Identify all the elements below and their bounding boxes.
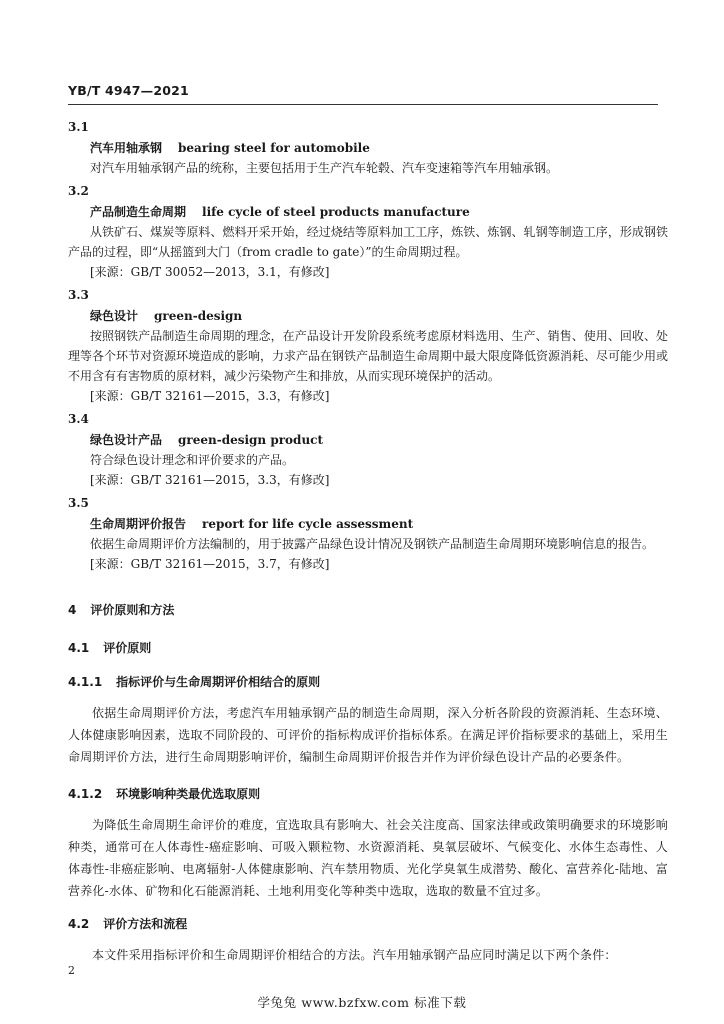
body-paragraph: 本文件采用指标评价和生命周期评价相结合的方法。汽车用轴承钢产品应同时满足以下两个条件： [92, 948, 617, 962]
term-heading [90, 516, 668, 532]
term-source: [来源：GB/T 30052—2013，3.1，有修改] [90, 265, 330, 279]
term-en: green-design product [178, 433, 324, 447]
section-heading [68, 602, 668, 618]
subsection-heading [68, 640, 668, 656]
term-number: 3.1 [68, 120, 89, 134]
term-entry [68, 496, 668, 574]
section-title: 指标评价与生命周期评价相结合的原则 [116, 675, 321, 689]
header-rule [68, 104, 658, 105]
term-heading [90, 432, 668, 448]
term-zh: 绿色设计 [90, 309, 139, 323]
section-title: 评价原则和方法 [90, 603, 175, 617]
term-en: bearing steel for automobile [178, 141, 370, 155]
term-zh: 汽车用轴承钢 [90, 141, 163, 155]
body-paragraph: 依据生命周期评价方法，考虑汽车用轴承钢产品的制造生命周期，深入分析各阶段的资源消耗、生态环境、人体健康影响因素，选取不同阶段的、可评价的指标构成评价指标体系。在满足评价指标要求的基础上，采用生命周期评价方法，进行生命周期影响评价，编制生命周期评价报告并作为评价绿色设计产品的必要条件。 [68, 706, 668, 764]
section-title: 环境影响种类最优选取原则 [116, 787, 261, 801]
section-number: 4.2 [68, 917, 90, 931]
term-zh: 生命周期评价报告 [90, 517, 187, 531]
term-heading [90, 308, 668, 324]
term-zh: 产品制造生命周期 [90, 205, 187, 219]
term-source: [来源：GB/T 32161—2015，3.3，有修改] [90, 389, 330, 403]
section-number: 4.1.1 [68, 675, 103, 689]
term-source: [来源：GB/T 32161—2015，3.7，有修改] [90, 557, 330, 571]
subsection-heading [68, 916, 668, 932]
term-number: 3.2 [68, 184, 89, 198]
term-definition: 从铁矿石、煤炭等原料、燃料开采开始，经过烧结等原料加工工序，炼铁、炼钢、轧钢等制造工序，形成钢铁产品的过程，即“从摇篮到大门（from cradle to gate）”的生命周期过程。 [68, 225, 668, 259]
section-number: 4.1.2 [68, 787, 103, 801]
document-code: YB/T 4947—2021 [68, 83, 189, 98]
page-content [68, 114, 668, 966]
term-en: report for life cycle assessment [202, 517, 414, 531]
section-title: 评价原则 [103, 641, 152, 655]
term-number: 3.5 [68, 496, 89, 510]
term-definition: 依据生命周期评价方法编制的，用于披露产品绿色设计情况及钢铁产品制造生命周期环境影响信息的报告。 [90, 537, 655, 551]
term-heading [90, 204, 668, 220]
term-entry [68, 120, 668, 178]
subsection-heading [68, 674, 668, 690]
term-en: green-design [154, 309, 243, 323]
page-number: 2 [68, 964, 75, 977]
section-number: 4 [68, 603, 77, 617]
subsection-heading [68, 786, 668, 802]
footer-watermark: 学兔兔 www.bzfxw.com 标准下载 [257, 995, 467, 1010]
section-title: 评价方法和流程 [103, 917, 188, 931]
term-zh: 绿色设计产品 [90, 433, 163, 447]
term-entry [68, 288, 668, 406]
term-number: 3.3 [68, 288, 89, 302]
body-paragraph: 为降低生命周期生命评价的难度，宜选取具有影响大、社会关注度高、国家法律或政策明确要求的环境影响种类，通常可在人体毒性-癌症影响、可吸入颗粒物、水资源消耗、臭氧层破坏、气候变化、水体生态毒性、人体毒性-非癌症影响、电离辐射-人体健康影响、汽车禁用物质、光化学臭氧生成潜势、酸化、富营养化-陆地、富营养化-水体、矿物和化石能源消耗、土地利用变化等种类中选取，选取的数量不宜过多。 [68, 818, 668, 898]
term-entry [68, 412, 668, 490]
term-definition: 按照钢铁产品制造生命周期的理念，在产品设计开发阶段系统考虑原材料选用、生产、销售、使用、回收、处理等各个环节对资源环境造成的影响，力求产品在钢铁产品制造生命周期中最大限度降低资源消耗、尽可能少用或不用含有有害物质的原材料，减少污染物产生和排放，从而实现环境保护的活动。 [68, 329, 669, 383]
term-entry [68, 184, 668, 282]
term-number: 3.4 [68, 412, 89, 426]
term-heading [90, 140, 668, 156]
term-definition: 对汽车用轴承钢产品的统称，主要包括用于生产汽车轮毂、汽车变速箱等汽车用轴承钢。 [90, 161, 559, 175]
term-source: [来源：GB/T 32161—2015，3.3，有修改] [90, 473, 330, 487]
term-en: life cycle of steel products manufacture [202, 205, 470, 219]
term-definition: 符合绿色设计理念和评价要求的产品。 [90, 453, 295, 467]
section-number: 4.1 [68, 641, 90, 655]
